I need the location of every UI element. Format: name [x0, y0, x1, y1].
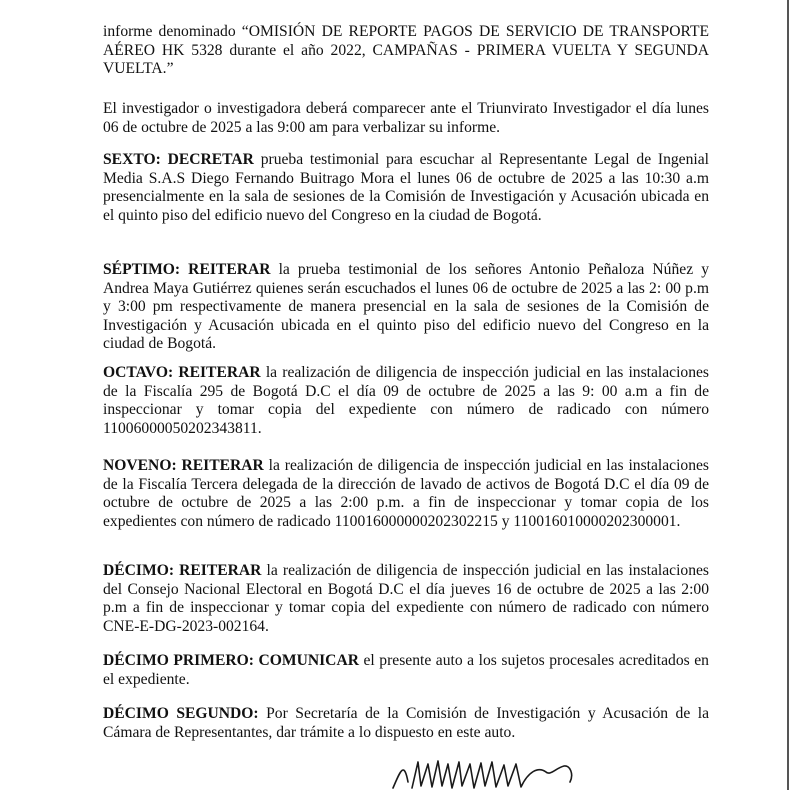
paragraph-decimo-primero [103, 652, 709, 689]
paragraph-text: la realización de diligencia de inspección judicial en las instalaciones del Consejo Nacional Electoral en Bogotá D.C el día jueves 16 de octubre de 2025 a las 2:00 p.m a fin de inspeccionar y tomar copia del expediente con número de radicado con número CNE-E-DG-2023-002164. [103, 562, 709, 635]
paragraph-sexto [103, 151, 709, 225]
paragraph-decimo-segundo [103, 705, 709, 742]
paragraph-heading: DÉCIMO SEGUNDO: [103, 705, 259, 722]
page-edge-line [787, 0, 789, 790]
paragraph-text: Por Secretaría de la Comisión de Investigación y Acusación de la Cámara de Representantes, dar trámite a lo dispuesto en este auto. [103, 705, 710, 741]
paragraph-text: la realización de diligencia de inspección judicial en las instalaciones de la Fiscalía Tercera delegada de la dirección de lavado de activos de Bogotá D.C el día 09 de octubre de octubre de 2025 a las 2:00 p.m. a fin de inspeccionar y tomar copia de los expedientes con número de radicado 110016000000202302215 y 110016010000202300001. [103, 457, 709, 530]
paragraph-octavo [103, 364, 709, 438]
paragraph-text: la prueba testimonial de los señores Antonio Peñaloza Núñez y Andrea Maya Gutiérrez quienes serán escuchados el lunes 06 de octubre de 2025 a las 2: 00 p.m y 3:00 pm respectivamente de manera presencial en la sala de sesiones de la Comisión de Investigación y Acusación ubicada en el quinto piso del edificio nuevo del Congreso en la ciudad de Bogotá. [103, 261, 709, 352]
paragraph-heading: NOVENO: REITERAR [103, 457, 264, 474]
paragraph-informe [103, 23, 709, 79]
paragraph-heading: SÉPTIMO: REITERAR [103, 261, 271, 278]
paragraph-heading: SEXTO: DECRETAR [103, 151, 254, 168]
paragraph-investigador [103, 100, 709, 137]
paragraph-text: prueba testimonial para escuchar al Representante Legal de Ingenial Media S.A.S Diego Fernando Buitrago Mora el lunes 06 de octubre de 2025 a las 10:30 a.m presencialmente en la sala de sesiones de la Comisión de Investigación y Acusación ubicada en el quinto piso del edificio nuevo del Congreso en la ciudad de Bogotá. [103, 151, 709, 224]
paragraph-decimo [103, 562, 709, 636]
paragraph-heading: DÉCIMO: REITERAR [103, 562, 262, 579]
paragraph-heading: DÉCIMO PRIMERO: COMUNICAR [103, 652, 359, 669]
paragraph-heading: OCTAVO: REITERAR [103, 364, 261, 381]
paragraph-text: El investigador o investigadora deberá comparecer ante el Triunvirato Investigador el día lunes 06 de octubre de 2025 a las 9:00 am para verbalizar su informe. [103, 100, 709, 136]
handwritten-signature [388, 752, 588, 790]
paragraph-text: informe denominado “OMISIÓN DE REPORTE PAGOS DE SERVICIO DE TRANSPORTE AÉREO HK 5328 durante el año 2022, CAMPAÑAS - PRIMERA VUELTA Y SEGUNDA VUELTA.” [103, 23, 709, 77]
paragraph-text: el presente auto a los sujetos procesales acreditados en el expediente. [103, 652, 709, 688]
paragraph-text: la realización de diligencia de inspección judicial en las instalaciones de la Fiscalía 295 de Bogotá D.C el día 09 de octubre de 2025 a las 9: 00 a.m a fin de inspeccionar y tomar copia del expediente con número de radicado con número 11006000050202343811. [103, 364, 709, 437]
paragraph-noveno [103, 457, 709, 531]
paragraph-septimo [103, 261, 709, 354]
